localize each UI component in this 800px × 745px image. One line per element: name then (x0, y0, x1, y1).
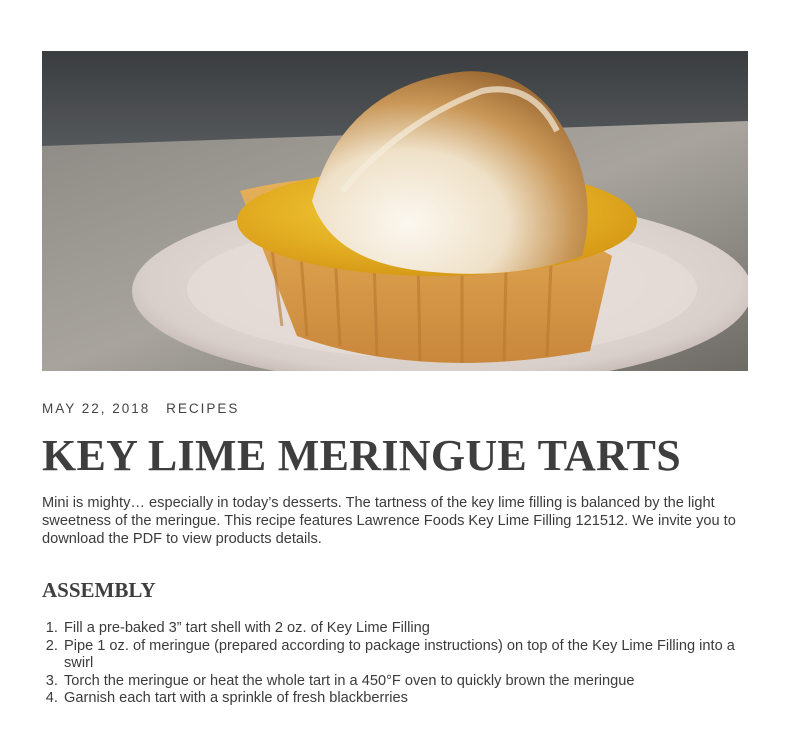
assembly-step: 1. Fill a pre-baked 3” tart shell with 2 oz. of Key Lime Filling (62, 620, 762, 638)
assembly-step: 2. Pipe 1 oz. of meringue (prepared according to package instructions) on top of the Key Lime Filling into a swirl (62, 638, 762, 673)
assembly-step: 3. Torch the meringue or heat the whole tart in a 450°F oven to quickly brown the meringue (62, 673, 762, 691)
assembly-steps (42, 620, 762, 708)
assembly-step: 4. Garnish each tart with a sprinkle of fresh blackberries (62, 690, 762, 708)
post-date: MAY 22, 2018 (42, 401, 151, 416)
hero-image (42, 51, 748, 371)
post-meta (42, 401, 239, 416)
page-title: KEY LIME MERINGUE TARTS (42, 431, 681, 480)
intro-paragraph: Mini is mighty… especially in today’s desserts. The tartness of the key lime filling is balanced by the light sweetness of the meringue. This recipe features Lawrence Foods Key Lime Filling 121512. We invite you to download the PDF to view products details. (42, 495, 736, 547)
post-category[interactable]: RECIPES (166, 401, 240, 416)
assembly-heading: ASSEMBLY (42, 578, 156, 602)
tart-photo (42, 51, 748, 371)
